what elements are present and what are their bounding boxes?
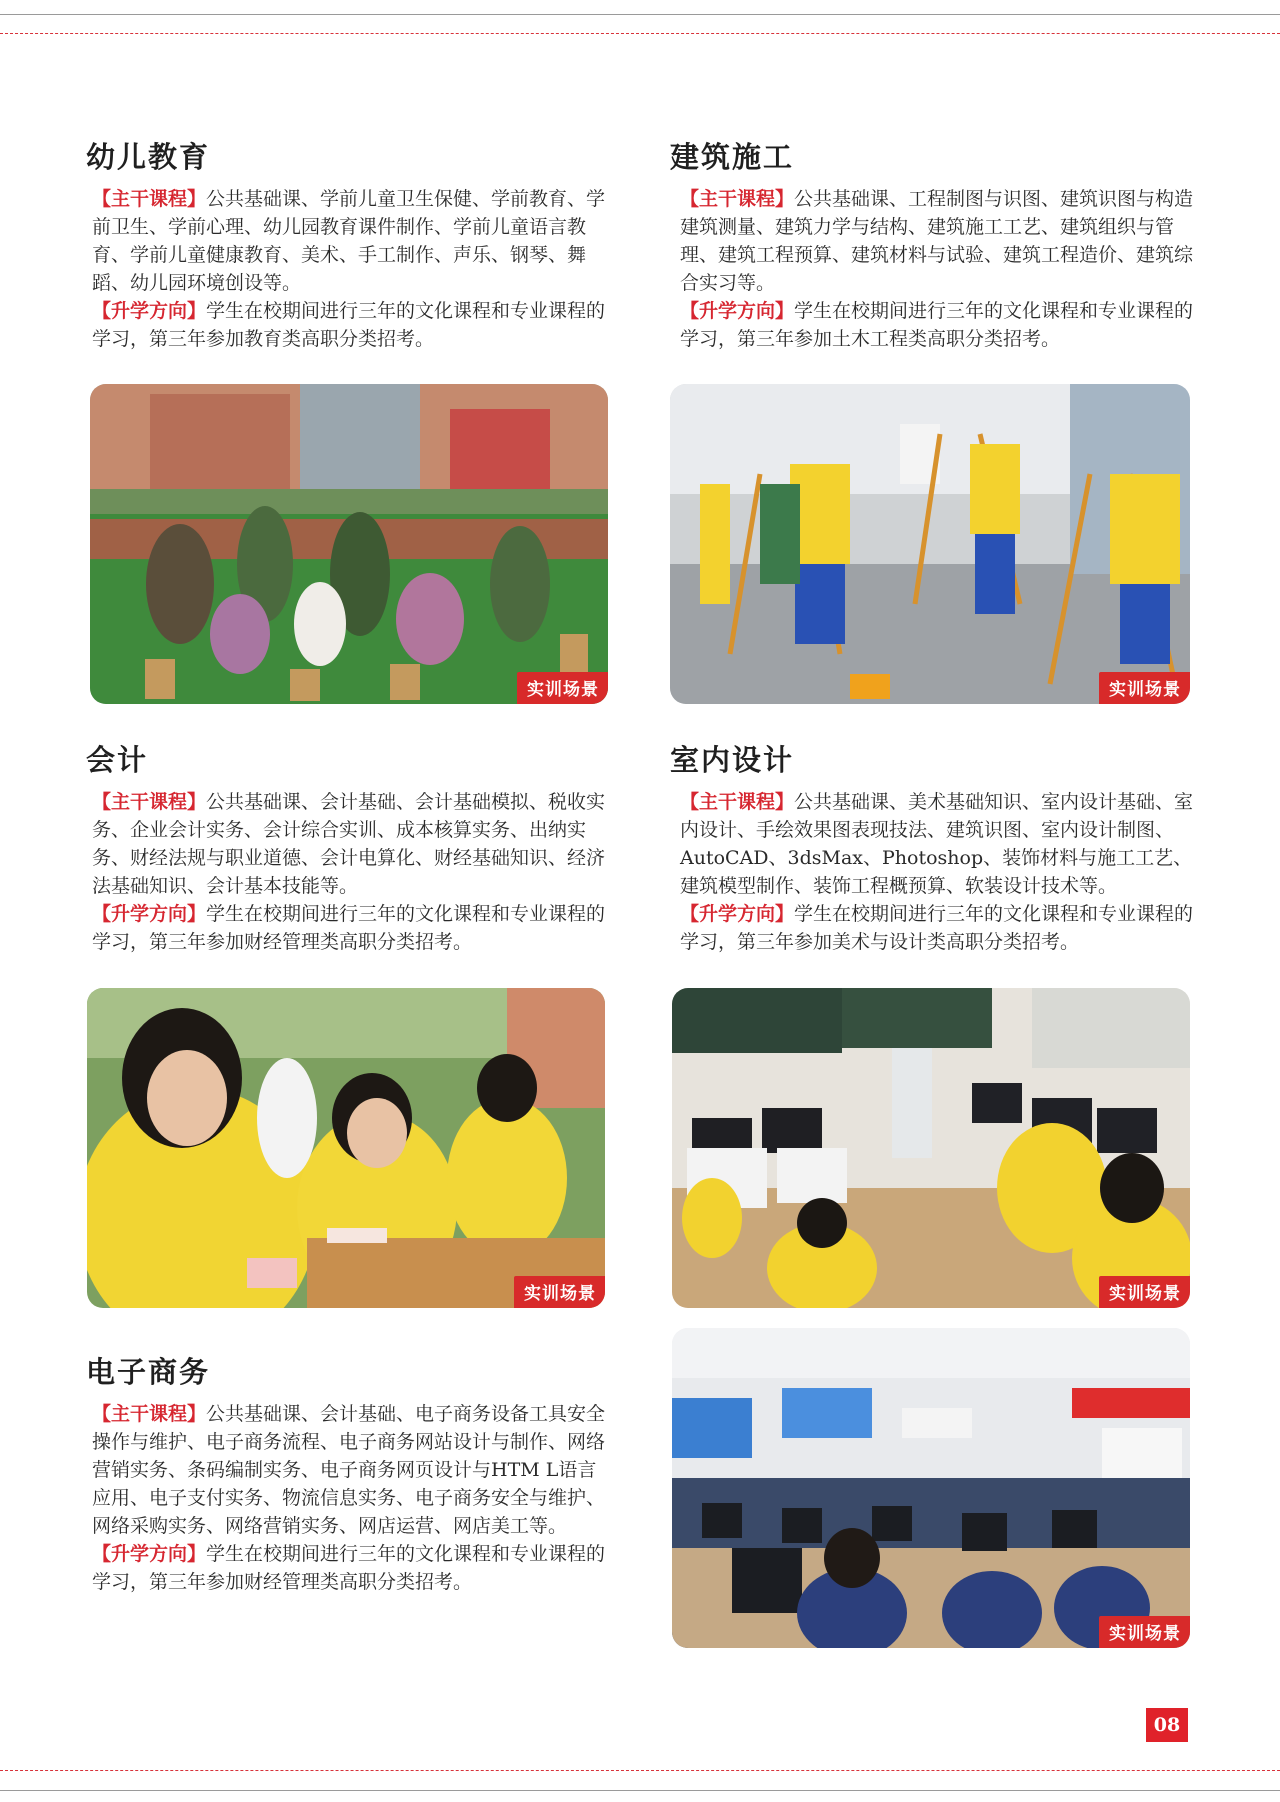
study-path-text: 学生在校期间进行三年的文化课程和专业课程的学习，第三年参加教育类高职分类招考。 [92,300,606,350]
study-path [680,900,1195,956]
core-courses [680,185,1195,297]
study-path-text: 学生在校期间进行三年的文化课程和专业课程的学习，第三年参加财经管理类高职分类招考。 [92,903,606,953]
ecommerce-lab-image [672,1328,1190,1648]
study-path-label: 【升学方向】 [680,903,795,925]
photo-ecommerce-lab [672,1328,1190,1648]
photo-construction-survey [670,384,1190,704]
study-path-label: 【升学方向】 [92,903,207,925]
study-path-text: 学生在校期间进行三年的文化课程和专业课程的学习，第三年参加土木工程类高职分类招考。 [680,300,1194,350]
study-path-text: 学生在校期间进行三年的文化课程和专业课程的学习，第三年参加美术与设计类高职分类招考。 [680,903,1194,953]
accounting-training-image [87,988,605,1308]
section-desc-construction [680,185,1195,353]
core-courses [92,185,607,297]
interior-studio-image [672,988,1190,1308]
core-courses-text: 公共基础课、工程制图与识图、建筑识图与构造建筑测量、建筑力学与结构、建筑施工工艺、建筑组织与管理、建筑工程预算、建筑材料与试验、建筑工程造价、建筑综合实习等。 [680,188,1194,294]
construction-survey-image [670,384,1190,704]
study-path [92,1540,610,1596]
section-title-ecommerce: 电子商务 [86,1355,211,1389]
core-courses-text: 公共基础课、美术基础知识、室内设计基础、室内设计、手绘效果图表现技法、建筑识图、室内设计制图、AutoCAD、3dsMax、Photoshop、装饰材料与施工工艺、建筑模型制作、装饰工程概预算、软装设计技术等。 [680,791,1194,897]
scene-label: 实训场景 [517,672,608,704]
study-path [92,900,610,956]
top-gray-rule [0,14,1280,15]
bottom-red-dashed-rule [0,1770,1280,1771]
core-courses-label: 【主干课程】 [680,791,795,813]
core-courses-label: 【主干课程】 [92,188,207,210]
section-title-accounting: 会计 [86,743,149,777]
photo-interior-studio [672,988,1190,1308]
core-courses [92,1400,610,1540]
core-courses-label: 【主干课程】 [92,791,207,813]
core-courses [680,788,1195,900]
section-title-interior: 室内设计 [670,743,795,777]
preschool-dance-image [90,384,608,704]
section-title-construction: 建筑施工 [670,140,795,174]
core-courses-label: 【主干课程】 [680,188,795,210]
photo-preschool-dance [90,384,608,704]
study-path-label: 【升学方向】 [680,300,795,322]
scene-label: 实训场景 [1099,672,1190,704]
section-desc-preschool [92,185,607,353]
section-title-preschool: 幼儿教育 [86,140,211,174]
study-path-label: 【升学方向】 [92,1543,207,1565]
study-path [92,297,607,353]
study-path-text: 学生在校期间进行三年的文化课程和专业课程的学习，第三年参加财经管理类高职分类招考。 [92,1543,606,1593]
study-path [680,297,1195,353]
study-path-label: 【升学方向】 [92,300,207,322]
core-courses-label: 【主干课程】 [92,1403,207,1425]
scene-label: 实训场景 [1099,1276,1190,1308]
core-courses [92,788,610,900]
scene-label: 实训场景 [1099,1616,1190,1648]
section-desc-interior [680,788,1195,956]
top-red-dashed-rule [0,33,1280,34]
section-desc-accounting [92,788,610,956]
scene-label: 实训场景 [514,1276,605,1308]
page-number-badge: 08 [1146,1708,1188,1742]
core-courses-text: 公共基础课、会计基础、电子商务设备工具安全操作与维护、电子商务流程、电子商务网站设计与制作、网络营销实务、条码编制实务、电子商务网页设计与HTM L语言应用、电子支付实务、物流信息实务、电子商务安全与维护、网络采购实务、网络营销实务、网店运营、网店美工等。 [92,1403,606,1537]
section-desc-ecommerce [92,1400,610,1596]
core-courses-text: 公共基础课、学前儿童卫生保健、学前教育、学前卫生、学前心理、幼儿园教育课件制作、学前儿童语言教育、学前儿童健康教育、美术、手工制作、声乐、钢琴、舞蹈、幼儿园环境创设等。 [92,188,606,294]
core-courses-text: 公共基础课、会计基础、会计基础模拟、税收实务、企业会计实务、会计综合实训、成本核算实务、出纳实务、财经法规与职业道德、会计电算化、财经基础知识、经济法基础知识、会计基本技能等。 [92,791,606,897]
bottom-gray-rule [0,1790,1280,1791]
photo-accounting-training [87,988,605,1308]
